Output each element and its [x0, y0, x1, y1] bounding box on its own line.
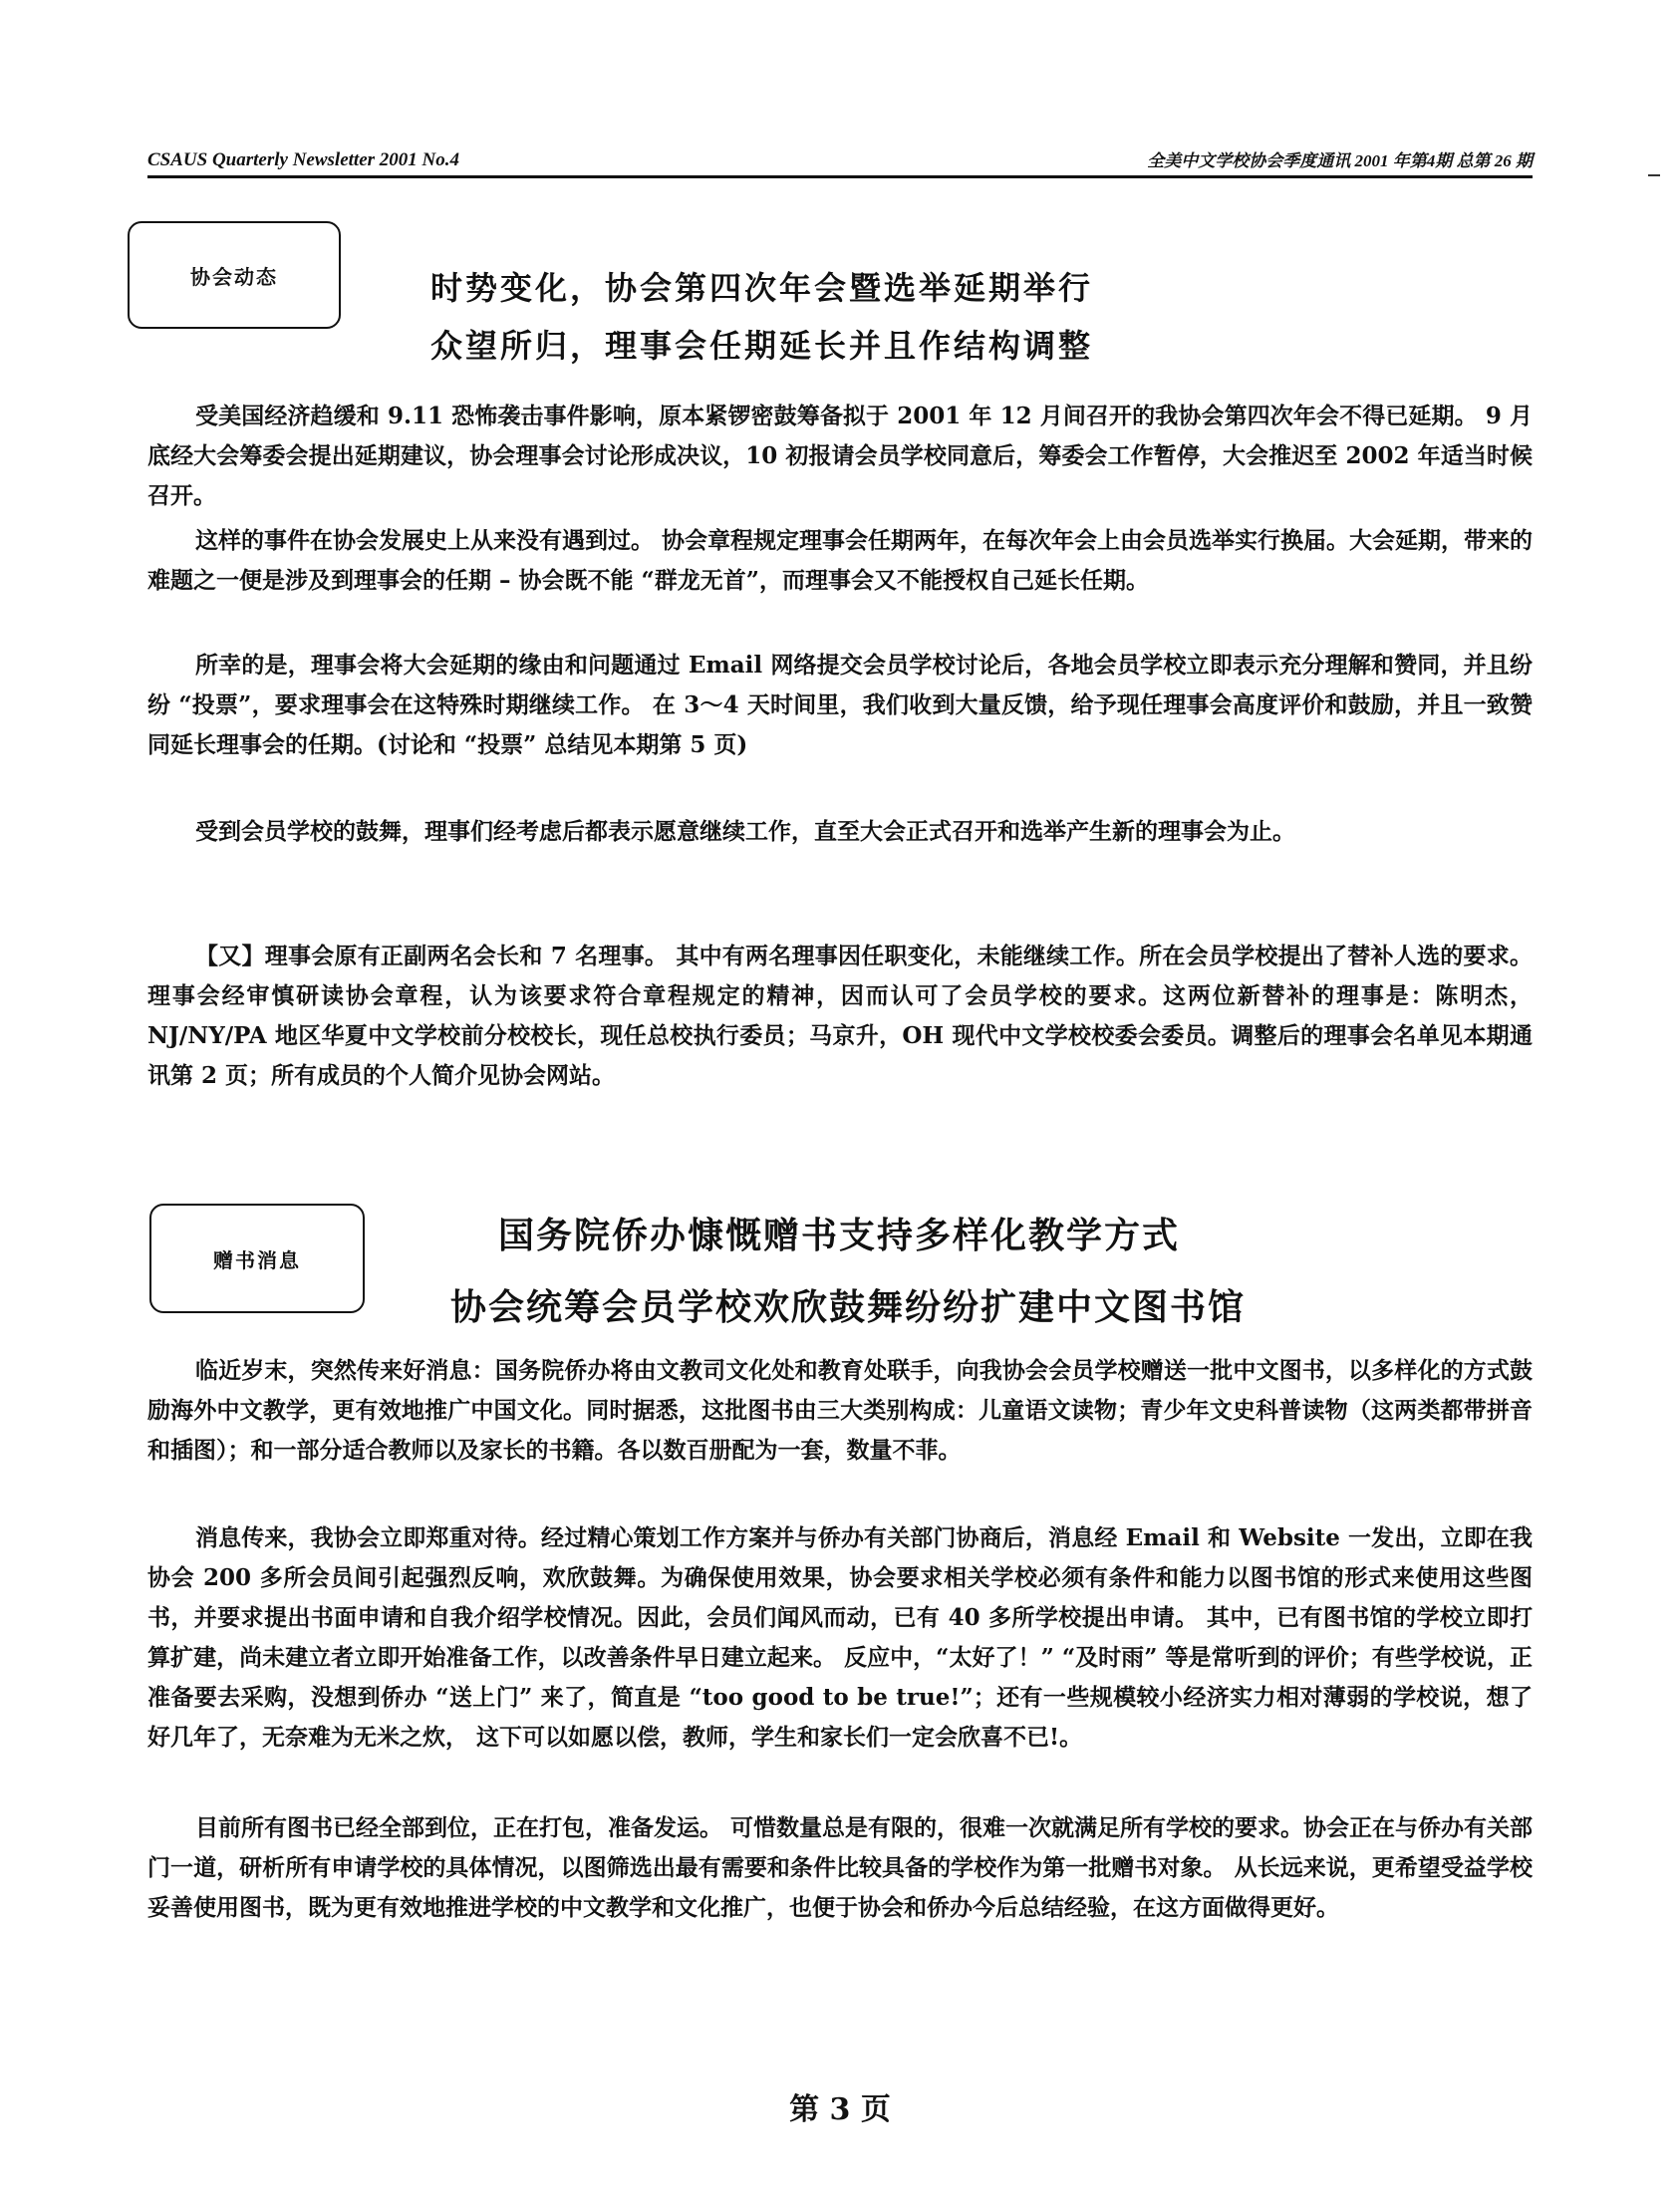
section-tag-book-donation [149, 1204, 365, 1313]
headline-2-line-1: 国务院侨办慷慨赠书支持多样化教学方式 [498, 1215, 1181, 1256]
headline-2-line-2: 协会统筹会员学校欢欣鼓舞纷纷扩建中文图书馆 [450, 1286, 1247, 1328]
newsletter-name-cn: 全美中文学校协会季度通讯 2001 年第4期 总第 26 期 [1147, 151, 1533, 170]
article-1-addendum-paragraph: 【又】理事会原有正副两名会长和 7 名理事。 其中有两名理事因任职变化，未能继续工作。所在会员学校提出了替补人选的要求。理事会经审慎研读协会章程，认为该要求符合章程规定的精神，因而认可了会员学校的要求。这两位新替补的理事是：陈明杰，NJ/NY/PA 地区华夏中文学校前分校校长，现任总校执行委员；马京升，OH 现代中文学校校委会委员。调整后的理事会名单见本期通讯第 2 页；所有成员的个人简介见协会网站。 [147, 943, 1533, 1089]
article-1-paragraph: 所幸的是，理事会将大会延期的缘由和问题通过 Email 网络提交会员学校讨论后，各地会员学校立即表示充分理解和赞同，并且纷纷 “投票”，要求理事会在这特殊时期继续工作。 在 3～4 天时间里，我们收到大量反馈，给予现任理事会高度评价和鼓励，并且一致赞同延长理事会的任期。(讨论和 “投票” 总结见本期第 5 页) [147, 652, 1533, 758]
article-2-paragraph: 临近岁末，突然传来好消息：国务院侨办将由文教司文化处和教育处联手，向我协会会员学校赠送一批中文图书，以多样化的方式鼓励海外中文教学，更有效地推广中国文化。同时据悉，这批图书由三大类别构成：儿童语文读物；青少年文史科普读物（这两类都带拼音和插图）；和一部分适合教师以及家长的书籍。各以数百册配为一套，数量不菲。 [147, 1357, 1533, 1464]
newsletter-name-en: CSAUS Quarterly Newsletter 2001 No.4 [147, 149, 459, 170]
page-header [147, 139, 1533, 178]
page-number: 第 3 页 [789, 2092, 891, 2127]
section-tag-label: 赠书消息 [213, 1247, 301, 1272]
article-1-paragraph: 受美国经济趋缓和 9.11 恐怖袭击事件影响，原本紧锣密鼓筹备拟于 2001 年 12 月间召开的我协会第四次年会不得已延期。 9 月底经大会筹委会提出延期建议，协会理事会讨论形成决议，10 初报请会员学校同意后，筹委会工作暂停，大会推迟至 2002 年适当时候召开。 [147, 403, 1533, 509]
headline-1-line-1: 时势变化，协会第四次年会暨选举延期举行 [430, 269, 1094, 307]
section-tag-association-news [128, 221, 341, 329]
article-2-paragraph: 消息传来，我协会立即郑重对待。经过精心策划工作方案并与侨办有关部门协商后，消息经 Email 和 Website 一发出，立即在我协会 200 多所会员间引起强烈反响，欢欣鼓舞。为确保使用效果，协会要求相关学校必须有条件和能力以图书馆的形式来使用这些图书，并要求提出书面申请和自我介绍学校情况。因此，会员们闻风而动，已有 40 多所学校提出申请。 其中，已有图书馆的学校立即打算扩建，尚未建立者立即开始准备工作，以改善条件早日建立起来。 反应中，“太好了！” “及时雨” 等是常听到的评价；有些学校说，正准备要去采购，没想到侨办 “送上门” 来了，简直是 “too good to be true!”；还有一些规模较小经济实力相对薄弱的学校说，想了好几年了，无奈难为无米之炊， 这下可以如愿以偿，教师，学生和家长们一定会欣喜不已!。 [147, 1524, 1533, 1751]
article-1-paragraph: 这样的事件在协会发展史上从来没有遇到过。 协会章程规定理事会任期两年，在每次年会上由会员选举实行换届。大会延期，带来的难题之一便是涉及到理事会的任期 – 协会既不能 “群龙无首”，而理事会又不能授权自己延长任期。 [147, 527, 1534, 594]
scan-edge-mark [1648, 174, 1660, 176]
article-1-paragraph: 受到会员学校的鼓舞，理事们经考虑后都表示愿意继续工作，直至大会正式召开和选举产生新的理事会为止。 [195, 818, 1295, 845]
headline-1-line-2: 众望所归，理事会任期延长并且作结构调整 [430, 327, 1094, 365]
section-tag-label: 协会动态 [190, 264, 278, 289]
article-2-paragraph: 目前所有图书已经全部到位，正在打包，准备发运。 可惜数量总是有限的，很难一次就满足所有学校的要求。协会正在与侨办有关部门一道，研析所有申请学校的具体情况，以图筛选出最有需要和条件比较具备的学校作为第一批赠书对象。 从长远来说，更希望受益学校妥善使用图书，既为更有效地推进学校的中文教学和文化推广，也便于协会和侨办今后总结经验，在这方面做得更好。 [147, 1814, 1534, 1921]
